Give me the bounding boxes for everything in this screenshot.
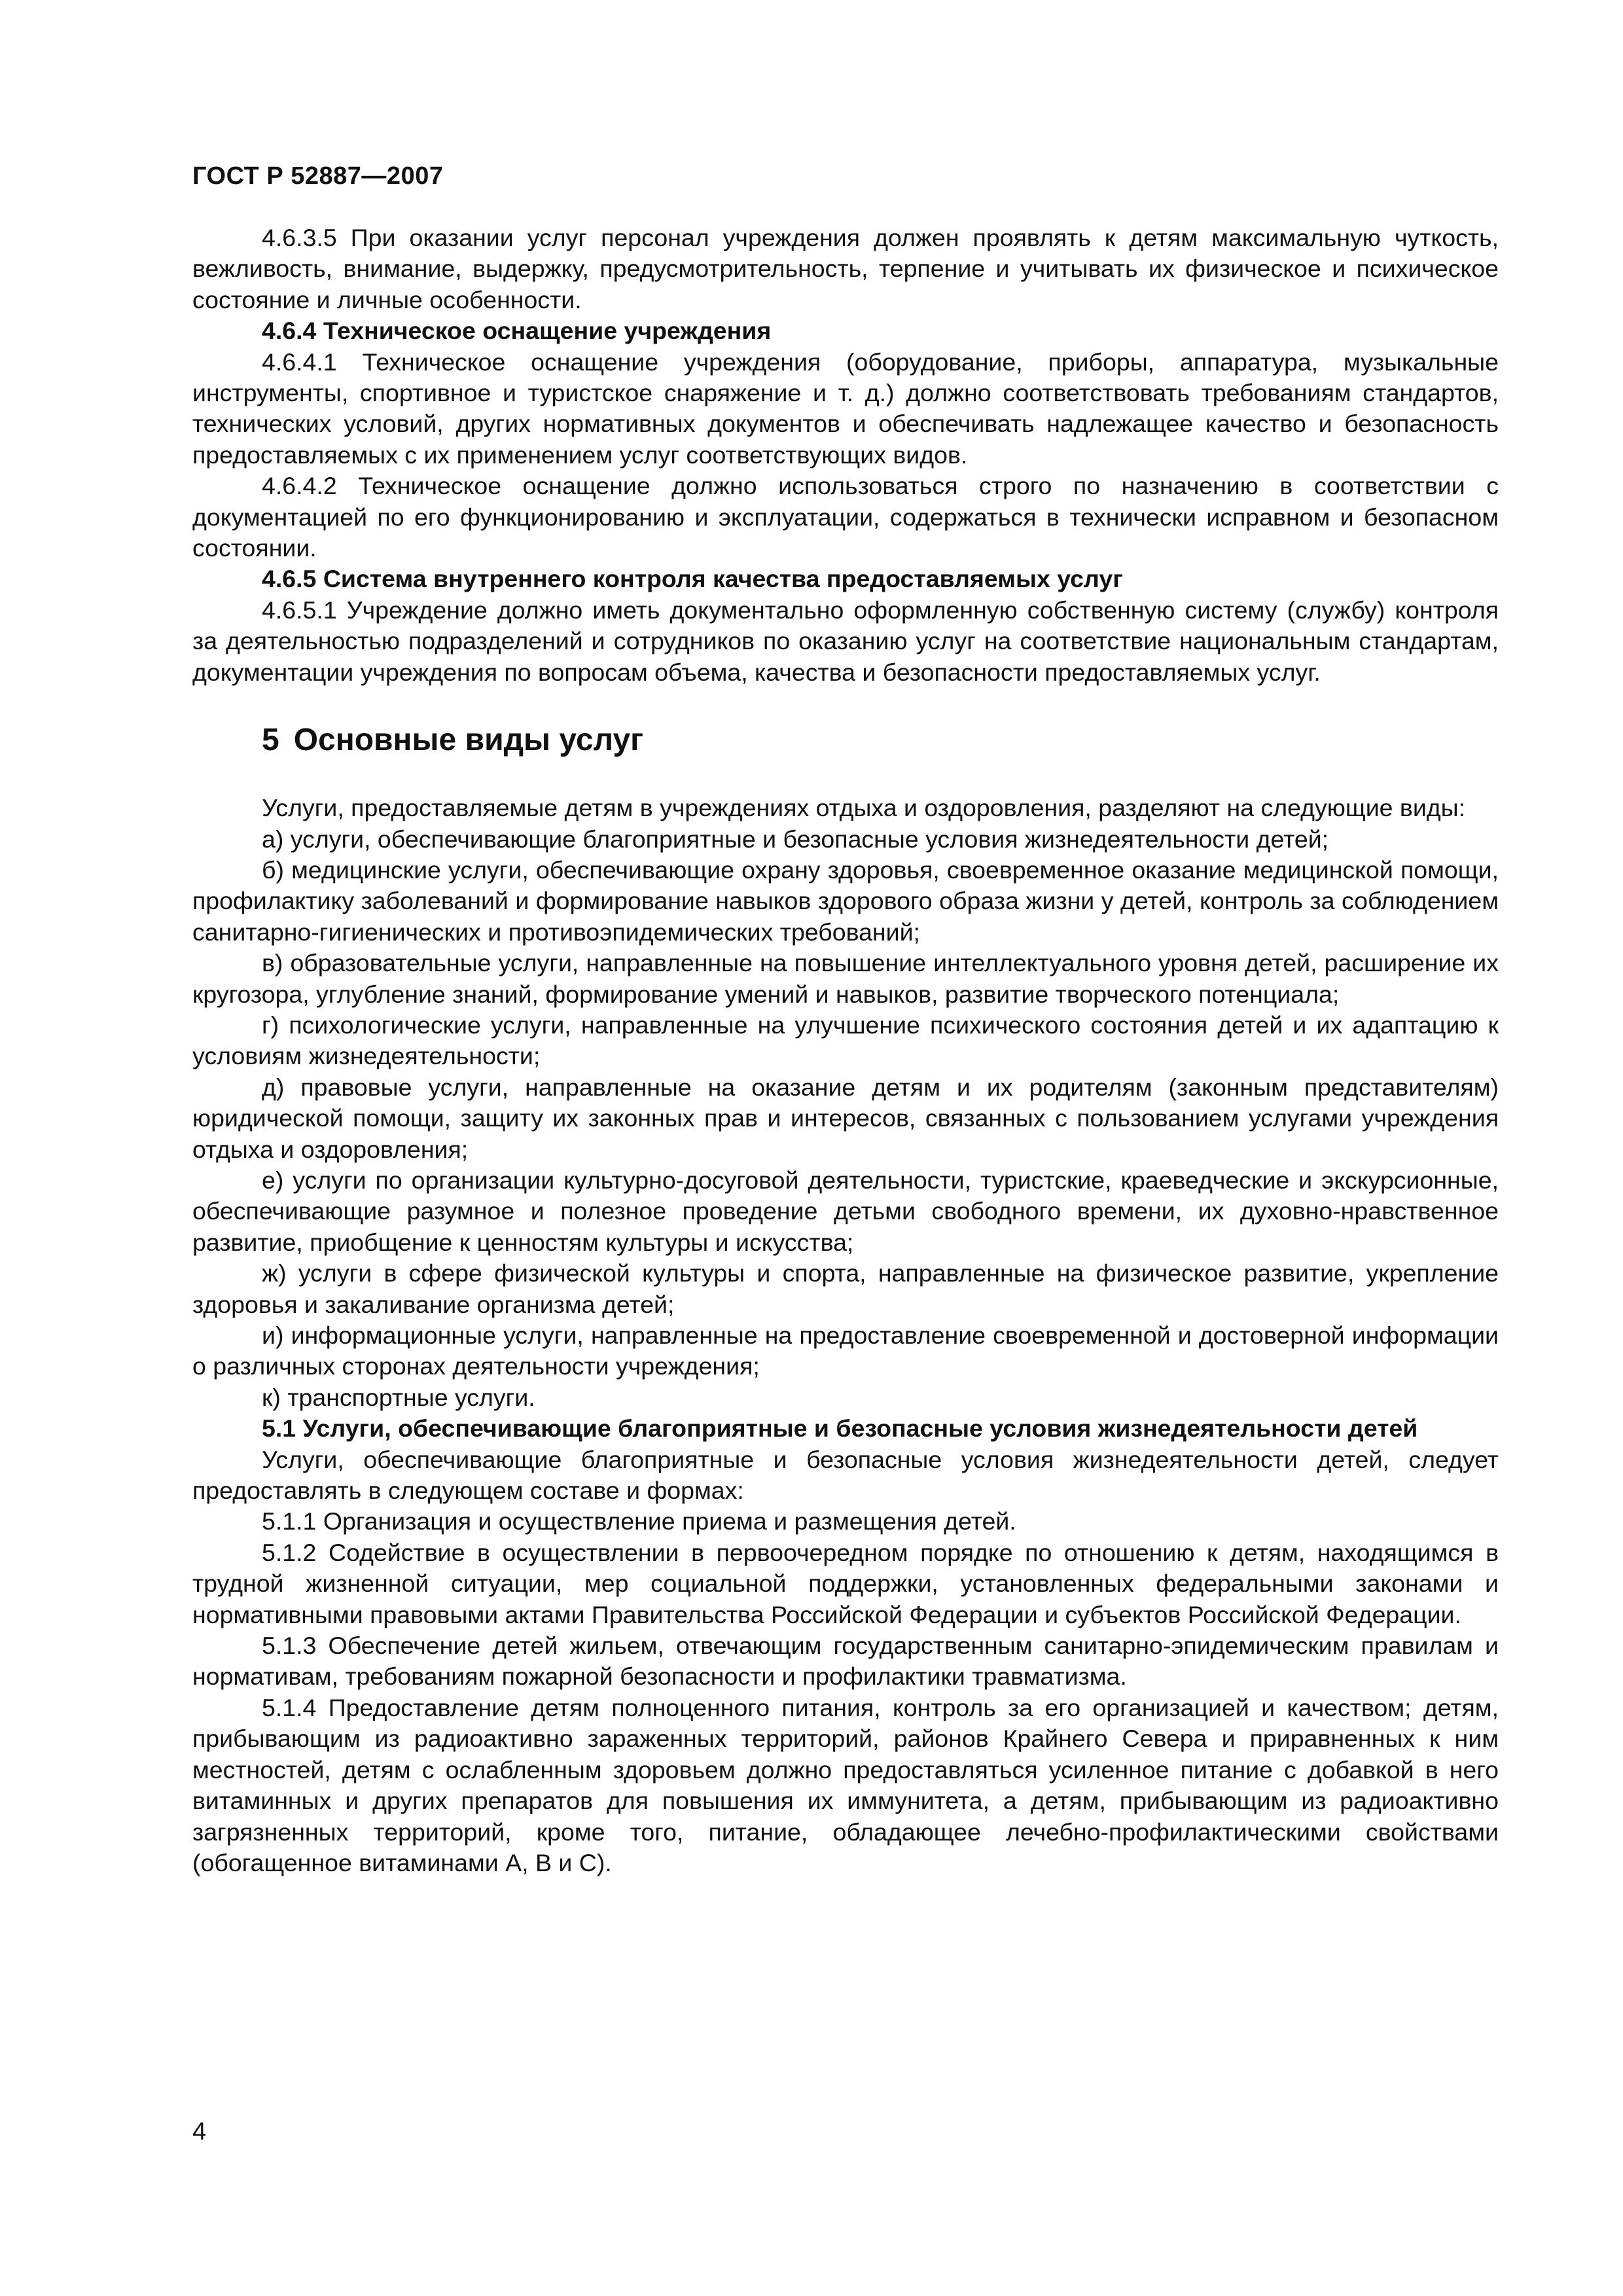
- paragraph-p-5-b: б) медицинские услуги, обеспечивающие охрану здоровья, своевременное оказание медицинской помощи, профилактику заболеваний и формирование навыков здорового образа жизни у детей, контроль за соблюдением санитарно-гигиенических и противоэпидемических требований;: [192, 855, 1499, 946]
- paragraph-p-512: 5.1.2 Содействие в осуществлении в первоочередном порядке по отношению к детям, находящимся в трудной жизненной ситуации, мер социальной поддержки, установленных федеральными законами и нормативными правовыми актами Правительства Российской Федерации и субъектов Российской Федерации.: [192, 1538, 1499, 1628]
- paragraph-p-511: 5.1.1 Организация и осуществление приема и размещения детей.: [262, 1507, 1016, 1535]
- paragraph-p-5-zh: ж) услуги в сфере физической культуры и спорта, направленные на физическое развитие, укрепление здоровья и закаливание организма детей;: [192, 1259, 1499, 1318]
- page-number: 4: [192, 2118, 207, 2145]
- subsection-heading-h-465: 4.6.5 Система внутреннего контроля качества предоставляемых услуг: [262, 565, 1123, 593]
- paragraph-p-5-e: е) услуги по организации культурно-досуговой деятельности, туристские, краеведческие и экскурсионные, обеспечивающие разумное и полезное проведение детьми свободного времени, их духовно-нравственное развитие, приобщение к ценностям культуры и искусства;: [192, 1166, 1499, 1256]
- paragraph-p-4642: 4.6.4.2 Техническое оснащение должно использоваться строго по назначению в соответствии с документацией по его функционированию и эксплуатации, содержаться в технически исправном и безопасном состоянии.: [192, 472, 1499, 562]
- paragraph-p-5-i: и) информационные услуги, направленные на предоставление своевременной и достоверной информации о различных сторонах деятельности учреждения;: [192, 1321, 1499, 1380]
- document-body: [192, 223, 1499, 1878]
- paragraph-p-5-k: к) транспортные услуги.: [262, 1383, 535, 1411]
- section-5-heading: [262, 721, 1499, 760]
- section-4-6-block: [192, 223, 1499, 688]
- paragraph-p-4651: 4.6.5.1 Учреждение должно иметь документально оформленную собственную систему (службу) контроля за деятельностью подразделений и сотрудников по оказанию услуг на соответствие национальным стандартам, документации учреждения по вопросам объема, качества и безопасности предоставляемых услуг.: [192, 596, 1499, 686]
- paragraph-p-5-intro: Услуги, предоставляемые детям в учреждениях отдыха и оздоровления, разделяют на следующие виды:: [262, 794, 1466, 822]
- paragraph-p-5-v: в) образовательные услуги, направленные на повышение интеллектуального уровня детей, расширение их кругозора, углубление знаний, формирование умений и навыков, развитие творческого потенциала;: [192, 949, 1499, 1008]
- section-5-title: Основные виды услуг: [293, 723, 644, 758]
- paragraph-p-4635: 4.6.3.5 При оказании услуг персонал учреждения должен проявлять к детям максимальную чуткость, вежливость, внимание, выдержку, предусмотрительность, терпение и учитывать их физическое и психическое состояние и личные особенности.: [192, 224, 1499, 314]
- paragraph-p-5-d: д) правовые услуги, направленные на оказание детям и их родителям (законным представителям) юридической помощи, защиту их законных прав и интересов, связанных с пользованием услугами учреждения отдыха и оздоровления;: [192, 1073, 1499, 1163]
- paragraph-p-51-intro: Услуги, обеспечивающие благоприятные и безопасные условия жизнедеятельности детей, следует предоставлять в следующем составе и формах:: [192, 1445, 1499, 1505]
- paragraph-p-5-a: а) услуги, обеспечивающие благоприятные и безопасные условия жизнедеятельности детей;: [262, 825, 1329, 853]
- subsection-heading-h-464: 4.6.4 Техническое оснащение учреждения: [262, 317, 772, 345]
- standard-code-header: ГОСТ Р 52887—2007: [192, 162, 444, 190]
- paragraph-p-4641: 4.6.4.1 Техническое оснащение учреждения (оборудование, приборы, аппаратура, музыкальные инструменты, спортивное и туристское снаряжение и т. д.) должно соответствовать требованиям стандартов, технических условий, других нормативных документов и обеспечивать надлежащее качество и безопасность предоставляемых с их применением услуг соответствующих видов.: [192, 348, 1499, 469]
- paragraph-p-513: 5.1.3 Обеспечение детей жильем, отвечающим государственным санитарно-эпидемическим правилам и нормативам, требованиям пожарной безопасности и профилактики травматизма.: [192, 1632, 1499, 1691]
- section-5-number: 5: [262, 723, 279, 758]
- paragraph-p-514: 5.1.4 Предоставление детям полноценного питания, контроль за его организацией и качеством; детям, прибывающим из радиоактивно зараженных территорий, районов Крайнего Севера и приравненных к ним местностей, детям с ослабленным здоровьем должно предоставляться усиленное питание с добавкой в него витаминных и других препаратов для повышения их иммунитета, а детям, прибывающим из радиоактивно загрязненных территорий, кроме того, питание, обладающее лечебно-профилактическими свойствами (обогащенное витаминами А, В и С).: [192, 1693, 1499, 1876]
- section-5-block: [192, 793, 1499, 1878]
- paragraph-p-5-g: г) психологические услуги, направленные на улучшение психического состояния детей и их адаптацию к условиям жизнедеятельности;: [192, 1011, 1499, 1070]
- subsection-heading-h-51: 5.1 Услуги, обеспечивающие благоприятные и безопасные условия жизнедеятельности детей: [262, 1414, 1418, 1443]
